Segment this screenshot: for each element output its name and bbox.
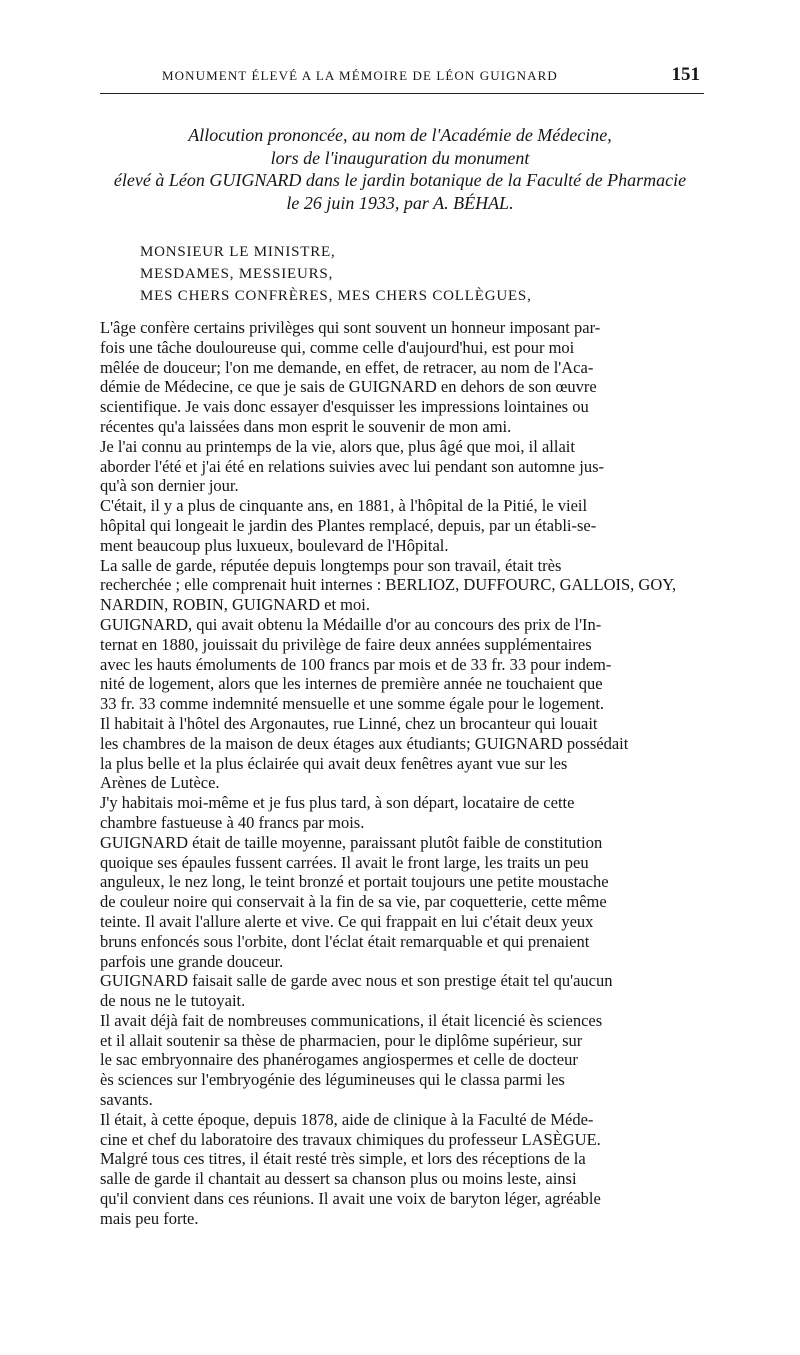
speech-body (100, 318, 710, 1229)
text-line: de couleur noire qui conservait à la fin de sa vie, par coquetterie, cette même (100, 892, 607, 912)
text-line: quoique ses épaules fussent carrées. Il avait le front large, les traits un peu (100, 852, 589, 872)
text-line: hôpital qui longeait le jardin des Plantes remplacé, depuis, par un établi-se- (100, 515, 597, 535)
text-line: Il habitait à l'hôtel des Argonautes, rue Linné, chez un brocanteur qui louait (100, 713, 598, 733)
text-line: J'y habitais moi-même et je fus plus tard, à son départ, locataire de cette (100, 793, 575, 813)
text-line: et il allait soutenir sa thèse de pharmacien, pour le diplôme supérieur, sur (100, 1030, 583, 1050)
text-line: GUIGNARD était de taille moyenne, paraissant plutôt faible de constitution (100, 832, 603, 852)
running-title: MONUMENT ÉLEVÉ A LA MÉMOIRE DE LÉON GUIGNARD (162, 68, 558, 83)
text-line: mêlée de douceur; l'on me demande, en effet, de retracer, au nom de l'Aca- (100, 357, 594, 377)
text-line: anguleux, le nez long, le teint bronzé et portait toujours une petite moustache (100, 872, 609, 892)
text-line: la plus belle et la plus éclairée qui avait deux fenêtres ayant vue sur les (100, 753, 568, 773)
heading-line: le 26 juin 1933, par A. BÉHAL. (286, 192, 514, 213)
text-line: ternat en 1880, jouissait du privilège de faire deux années supplémentaires (100, 634, 592, 654)
text-line: parfois une grande douceur. (100, 951, 284, 971)
text-line: L'âge confère certains privilèges qui sont souvent un honneur imposant par- (100, 318, 601, 337)
text-line: qu'il convient dans ces réunions. Il avait une voix de baryton léger, agréable (100, 1189, 601, 1209)
salutation-line: MESDAMES, MESSIEURS, (140, 266, 334, 282)
text-line: cine et chef du laboratoire des travaux chimiques du professeur LASÈGUE. (100, 1129, 601, 1149)
text-line: mais peu forte. (100, 1208, 199, 1228)
text-line: teinte. Il avait l'allure alerte et vive. Ce qui frappait en lui c'était deux yeux (100, 911, 594, 931)
text-line: Arènes de Lutèce. (100, 773, 220, 793)
text-line: le sac embryonnaire des phanérogames angiospermes et celle de docteur (100, 1050, 578, 1070)
text-line: les chambres de la maison de deux étages aux étudiants; GUIGNARD possédait (100, 733, 629, 753)
running-header (100, 64, 700, 86)
text-line: C'était, il y a plus de cinquante ans, en 1881, à l'hôpital de la Pitié, le vieil (100, 496, 588, 516)
salutation (140, 241, 660, 307)
text-line: de nous ne le tutoyait. (100, 991, 246, 1011)
text-line: nité de logement, alors que les internes de première année ne touchaient que (100, 674, 603, 694)
text-line: savants. (100, 1090, 153, 1110)
text-line: ment beaucoup plus luxueux, boulevard de l'Hôpital. (100, 535, 449, 555)
text-line: démie de Médecine, ce que je sais de GUIGNARD en dehors de son œuvre (100, 377, 597, 397)
text-line: aborder l'été et j'ai été en relations suivies avec lui pendant son automne jus- (100, 456, 604, 476)
text-line: ès sciences sur l'embryogénie des légumineuses qui le classa parmi les (100, 1070, 565, 1090)
text-line: bruns enfoncés sous l'orbite, dont l'éclat était remarquable et qui prenaient (100, 931, 590, 951)
text-line: salle de garde il chantait au dessert sa chanson plus ou moins leste, ainsi (100, 1169, 577, 1189)
text-line: Malgré tous ces titres, il était resté très simple, et lors des réceptions de la (100, 1149, 586, 1169)
text-line: fois une tâche douloureuse qui, comme celle d'aujourd'hui, est pour moi (100, 337, 575, 357)
text-line: Il avait déjà fait de nombreuses communications, il était licencié ès sciences (100, 1010, 603, 1030)
header-rule (100, 93, 704, 94)
text-line: GUIGNARD faisait salle de garde avec nous et son prestige était tel qu'aucun (100, 971, 613, 991)
text-line: 33 fr. 33 comme indemnité mensuelle et une somme égale pour le logement. (100, 694, 605, 714)
salutation-line: MONSIEUR LE MINISTRE, (140, 244, 336, 260)
speech-heading (100, 124, 700, 214)
text-line: Je l'ai connu au printemps de la vie, alors que, plus âgé que moi, il allait (100, 436, 575, 456)
heading-line: élevé à Léon GUIGNARD dans le jardin botanique de la Faculté de Pharmacie (113, 170, 687, 190)
text-line: Il était, à cette époque, depuis 1878, aide de clinique à la Faculté de Méde- (100, 1109, 594, 1129)
page-number: 151 (671, 64, 700, 85)
text-line: avec les hauts émoluments de 100 francs par mois et de 33 fr. 33 pour indem- (100, 654, 612, 674)
text-line: scientifique. Je vais donc essayer d'esquisser les impressions lointaines ou (100, 397, 589, 417)
text-line: qu'à son dernier jour. (100, 476, 239, 496)
salutation-line: MES CHERS CONFRÈRES, MES CHERS COLLÈGUES, (140, 288, 532, 304)
text-line: recherchée ; elle comprenait huit internes : BERLIOZ, DUFFOURC, GALLOIS, GOY, (100, 575, 677, 595)
text-line: récentes qu'a laissées dans mon esprit le souvenir de mon ami. (100, 416, 512, 436)
text-line: GUIGNARD, qui avait obtenu la Médaille d'or au concours des prix de l'In- (100, 614, 602, 634)
heading-line: Allocution prononcée, au nom de l'Académie de Médecine, (188, 125, 612, 145)
heading-line: lors de l'inauguration du monument (270, 147, 530, 168)
text-line: La salle de garde, réputée depuis longtemps pour son travail, était très (100, 555, 562, 575)
text-line: NARDIN, ROBIN, GUIGNARD et moi. (100, 595, 370, 615)
text-line: chambre fastueuse à 40 francs par mois. (100, 812, 365, 832)
